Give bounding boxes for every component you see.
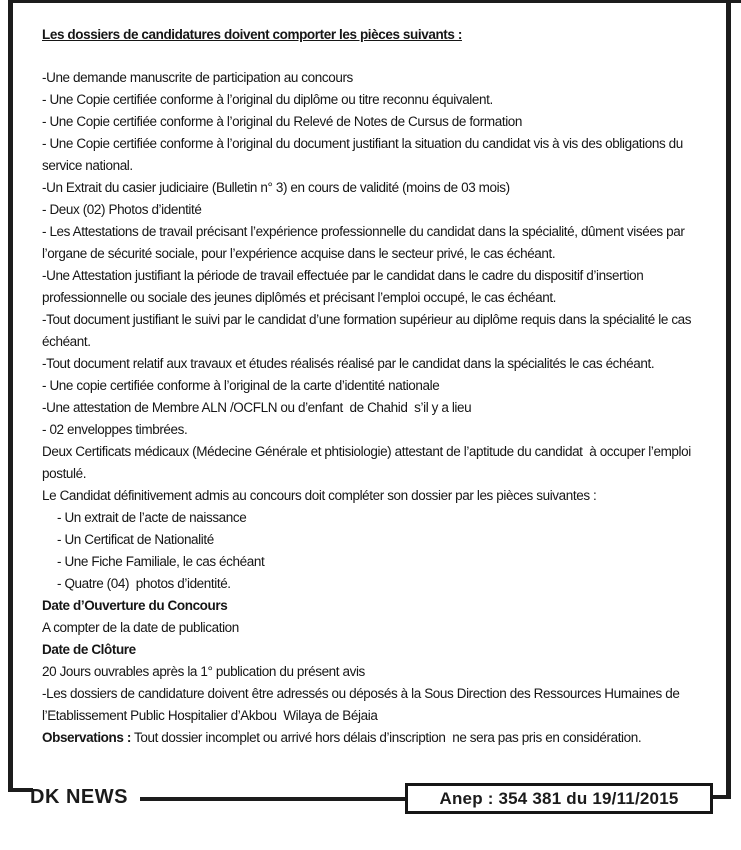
page-border-left bbox=[8, 0, 13, 791]
opening-date-heading: Date d’Ouverture du Concours bbox=[42, 598, 228, 613]
observations-label: Observations : bbox=[42, 730, 131, 745]
final-admission-intro: Le Candidat définitivement admis au concours doit compléter son dossier par les pièces suivantes : bbox=[42, 488, 597, 503]
opening-date-text: A compter de la date de publication bbox=[42, 620, 239, 635]
notice-body bbox=[42, 24, 722, 749]
newspaper-name: DK NEWS bbox=[30, 786, 128, 808]
final-admission-item-3: - Une Fiche Familiale, le cas échéant bbox=[57, 554, 265, 569]
anep-reference-text: Anep : 354 381 du 19/11/2015 bbox=[439, 788, 679, 808]
submission-address-note: -Les dossiers de candidature doivent être adressés ou déposés à la Sous Direction des Ressources Humaines de l’Etablissement Public Hospitalier d’Akbou Wilaya de Béjaia bbox=[42, 686, 683, 723]
observations-text: Tout dossier incomplet ou arrivé hors délais d’inscription ne sera pas pris en considération. bbox=[130, 730, 642, 745]
requirement-item-11: - Une copie certifiée conforme à l’original de la carte d’identité nationale bbox=[42, 378, 440, 393]
notice-title: Les dossiers de candidatures doivent comporter les pièces suivants : bbox=[42, 27, 462, 42]
page-border-right bbox=[726, 0, 731, 799]
requirement-item-5: -Un Extrait du casier judiciaire (Bulletin n° 3) en cours de validité (moins de 03 mois) bbox=[42, 180, 510, 195]
requirement-item-9: -Tout document justifiant le suivi par le candidat d’une formation supérieur au diplôme requis dans la spécialité le cas échéant. bbox=[42, 312, 695, 349]
requirement-item-12: -Une attestation de Membre ALN /OCFLN ou d’enfant de Chahid s’il y a lieu bbox=[42, 400, 472, 415]
observations-line bbox=[42, 727, 722, 749]
final-admission-item-2: - Un Certificat de Nationalité bbox=[57, 532, 214, 547]
final-admission-item-4: - Quatre (04) photos d’identité. bbox=[57, 576, 231, 591]
requirement-item-6: - Deux (02) Photos d’identité bbox=[42, 202, 202, 217]
medical-certificates-note: Deux Certificats médicaux (Médecine Générale et phtisiologie) attestant de l’aptitude du candidat à occuper l’emploi postulé. bbox=[42, 444, 695, 481]
page-border-top bbox=[8, 0, 741, 3]
footer-rule bbox=[140, 797, 405, 801]
closing-date-text: 20 Jours ouvrables après la 1° publication du présent avis bbox=[42, 664, 365, 679]
anep-reference-box bbox=[405, 783, 713, 814]
closing-date-heading: Date de Clôture bbox=[42, 642, 136, 657]
requirement-item-13: - 02 enveloppes timbrées. bbox=[42, 422, 188, 437]
requirement-item-3: - Une Copie certifiée conforme à l’original du Relevé de Notes de Cursus de formation bbox=[42, 114, 523, 129]
requirement-item-1: -Une demande manuscrite de participation au concours bbox=[42, 70, 353, 85]
requirement-item-8: -Une Attestation justifiant la période de travail effectuée par le candidat dans le cadre du dispositif d’insertion professionnelle ou sociale des jeunes diplômés et précisant l’emploi occupé, le cas échéant. bbox=[42, 268, 647, 305]
final-admission-item-1: - Un extrait de l’acte de naissance bbox=[57, 510, 247, 525]
requirement-item-2: - Une Copie certifiée conforme à l’original du diplôme ou titre reconnu équivalent. bbox=[42, 92, 493, 107]
requirement-item-4: - Une Copie certifiée conforme à l’original du document justifiant la situation du candidat vis à vis des obligations du service national. bbox=[42, 136, 687, 173]
requirement-item-7: - Les Attestations de travail précisant l’expérience professionnelle du candidat dans la spécialité, dûment visées par l’organe de sécurité sociale, pour l’expérience acquise dans le secteur privé, le cas échéant. bbox=[42, 224, 688, 261]
requirement-item-10: -Tout document relatif aux travaux et études réalisés réalisé par le candidat dans la spécialités le cas échéant. bbox=[42, 356, 655, 371]
